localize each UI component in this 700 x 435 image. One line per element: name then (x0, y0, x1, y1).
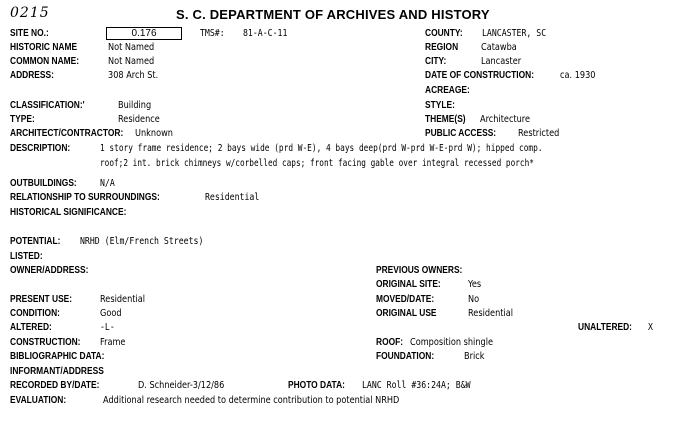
city-label: CITY: (425, 56, 447, 67)
present-use-label: PRESENT USE: (10, 294, 73, 305)
recorded-by-label: RECORDED BY/DATE: (10, 380, 100, 391)
original-use-value: Residential (468, 308, 514, 319)
description-line-1: 1 story frame residence; 2 bays wide (prd W-E), 4 bays deep(prd W-prd W-E-prd W); hipped comp. (100, 143, 543, 154)
moved-date-value: No (468, 294, 480, 305)
condition-label: CONDITION: (10, 308, 60, 319)
address-value: 308 Arch St. (108, 70, 159, 81)
public-access-label: PUBLIC ACCESS: (425, 128, 497, 139)
relationship-label: RELATIONSHIP TO SURROUNDINGS: (10, 192, 160, 203)
owner-address-label: OWNER/ADDRESS: (10, 265, 89, 276)
public-access-value: Restricted (518, 128, 560, 139)
listed-label: LISTED: (10, 251, 43, 262)
classification-value: Building (118, 100, 152, 111)
address-label: ADDRESS: (10, 70, 54, 81)
common-name-label: COMMON NAME: (10, 56, 80, 67)
construction-value: Frame (100, 337, 126, 348)
type-value: Residence (118, 114, 160, 125)
present-use-value: Residential (100, 294, 146, 305)
altered-value: -L- (100, 322, 115, 333)
foundation-value: Brick (464, 351, 485, 362)
site-no-value: 0.176 (131, 28, 157, 39)
acreage-label: ACREAGE: (425, 85, 470, 96)
date-of-construction-label: DATE OF CONSTRUCTION: (425, 70, 535, 81)
photo-data-value: LANC Roll #36:24A; B&W (362, 380, 471, 391)
region-value: Catawba (481, 42, 517, 53)
informant-label: INFORMANT/ADDRESS (10, 366, 104, 377)
region-label: REGION (425, 42, 459, 53)
evaluation-label: EVALUATION: (10, 395, 67, 406)
moved-date-label: MOVED/DATE: (376, 294, 435, 305)
site-no-label: SITE NO.: (10, 28, 49, 39)
outbuildings-value: N/A (100, 178, 115, 189)
tms-value: 81-A-C-11 (243, 28, 288, 39)
classification-label: CLASSIFICATION:' (10, 100, 85, 111)
historical-significance-label: HISTORICAL SIGNIFICANCE: (10, 207, 127, 218)
foundation-label: FOUNDATION: (376, 351, 435, 362)
historic-name-value: Not Named (108, 42, 155, 53)
previous-owners-label: PREVIOUS OWNERS: (376, 265, 463, 276)
style-label: STYLE: (425, 100, 455, 111)
potential-value: NRHD (Elm/French Streets) (80, 236, 204, 247)
common-name-value: Not Named (108, 56, 155, 67)
description-label: DESCRIPTION: (10, 143, 71, 154)
city-value: Lancaster (481, 56, 522, 67)
page-title: S. C. DEPARTMENT OF ARCHIVES AND HISTORY (176, 7, 490, 22)
historic-name-label: HISTORIC NAME (10, 42, 78, 53)
roof-value: Composition shingle (410, 337, 493, 348)
site-no-box (106, 27, 182, 40)
county-value: LANCASTER, SC (482, 28, 547, 39)
original-use-label: ORIGINAL USE (376, 308, 437, 319)
county-label: COUNTY: (425, 28, 463, 39)
themes-label: THEME(S) (425, 114, 466, 125)
architect-label: ARCHITECT/CONTRACTOR: (10, 128, 124, 139)
relationship-value: Residential (205, 192, 260, 203)
original-site-label: ORIGINAL SITE: (376, 279, 441, 290)
tms-label: TMS#: (200, 28, 225, 39)
roof-label: ROOF: (376, 337, 404, 348)
date-of-construction-value: ca. 1930 (560, 70, 596, 81)
outbuildings-label: OUTBUILDINGS: (10, 178, 77, 189)
original-site-value: Yes (468, 279, 482, 290)
recorded-by-value: D. Schneider-3/12/86 (138, 380, 225, 391)
altered-label: ALTERED: (10, 322, 52, 333)
description-line-2: roof;2 int. brick chimneys w/corbelled caps; front facing gable over integral recessed porch* (100, 158, 534, 169)
unaltered-label: UNALTERED: (578, 322, 632, 333)
architect-value: Unknown (135, 128, 173, 139)
evaluation-value: Additional research needed to determine contribution to potential NRHD (103, 395, 400, 406)
bibliographic-data-label: BIBLIOGRAPHIC DATA: (10, 351, 105, 362)
type-label: TYPE: (10, 114, 35, 125)
photo-data-label: PHOTO DATA: (288, 380, 345, 391)
construction-label: CONSTRUCTION: (10, 337, 81, 348)
handwritten-card-number: 0215 (10, 5, 50, 21)
unaltered-value: X (648, 322, 653, 333)
potential-label: POTENTIAL: (10, 236, 61, 247)
condition-value: Good (100, 308, 122, 319)
themes-value: Architecture (480, 114, 531, 125)
